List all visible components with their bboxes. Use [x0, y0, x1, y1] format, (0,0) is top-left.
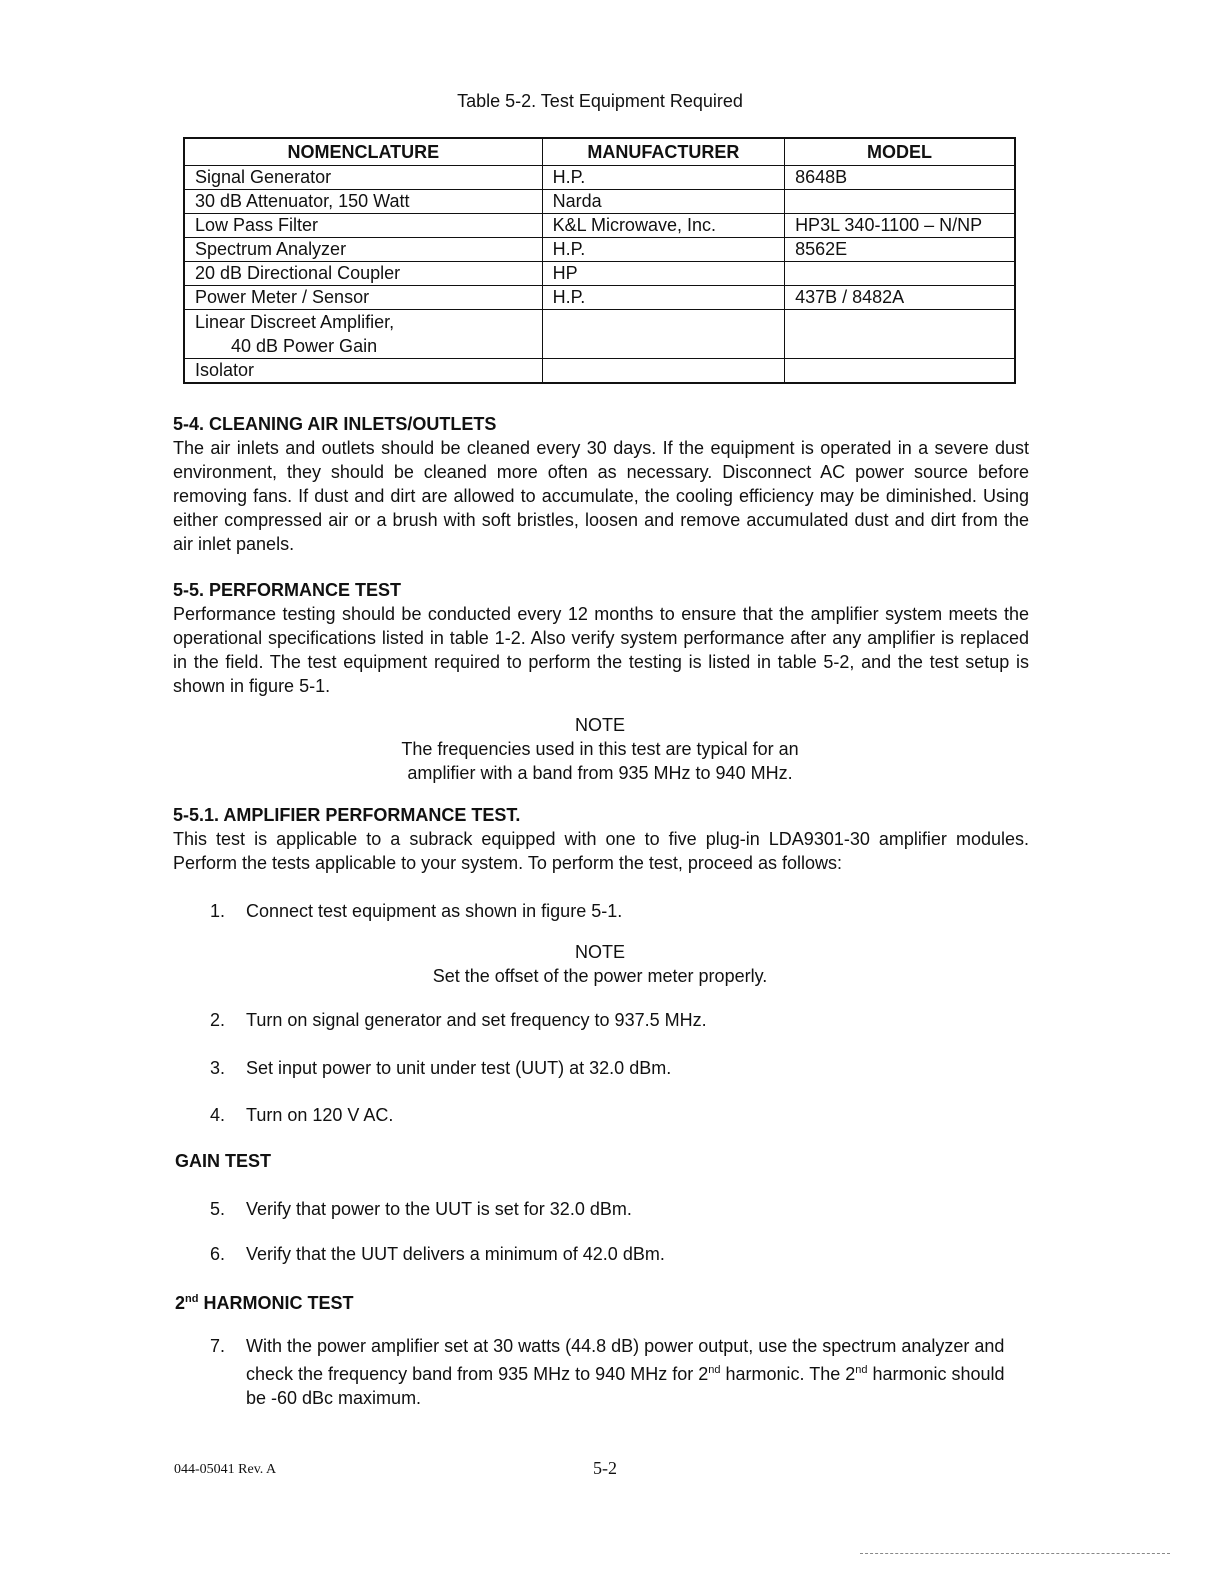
table-cell: Isolator — [184, 359, 542, 384]
step-number: 1. — [210, 901, 226, 921]
step-5 — [210, 1197, 1030, 1221]
step-7 — [210, 1334, 1030, 1410]
note-line: The frequencies used in this test are typical for an — [401, 739, 799, 759]
table-cell — [785, 190, 1015, 214]
table-cell: 437B / 8482A — [785, 286, 1015, 310]
note-label: NOTE — [574, 942, 625, 962]
header-model: MODEL — [785, 138, 1015, 166]
table-cell: 20 dB Directional Coupler — [184, 262, 542, 286]
step-2 — [210, 1008, 1030, 1032]
step-3 — [210, 1056, 1030, 1080]
step-text: Turn on 120 V AC. — [246, 1105, 394, 1125]
step-6 — [210, 1242, 1030, 1266]
table-cell: HP — [542, 262, 784, 286]
table-cell — [184, 310, 542, 359]
scan-artifact-line — [860, 1553, 1170, 1554]
heading-text: HARMONIC TEST — [198, 1293, 354, 1313]
gain-test-heading: GAIN TEST — [175, 1151, 272, 1171]
section-text-5-4: The air inlets and outlets should be cleaned every 30 days. If the equipment is operated in a severe dust environment, they should be cleaned more often as necessary. Disconnect AC power source before removing fans. If dust and dirt are allowed to accumulate, the cooling efficiency may be diminished. Using either compressed air or a brush with soft bristles, loosen and remove accumulated dust and dirt from the air inlet panels. — [173, 438, 1029, 554]
table-cell: Spectrum Analyzer — [184, 238, 542, 262]
step-text: Connect test equipment as shown in figure 5-1. — [246, 901, 623, 921]
step-text: Set input power to unit under test (UUT) at 32.0 dBm. — [246, 1058, 672, 1078]
table-cell: K&L Microwave, Inc. — [542, 214, 784, 238]
table-cell: 8562E — [785, 238, 1015, 262]
step-number: 3. — [210, 1058, 226, 1078]
superscript: nd — [855, 1364, 868, 1376]
note-line: amplifier with a band from 935 MHz to 940 MHz. — [407, 763, 793, 783]
superscript: nd — [708, 1364, 721, 1376]
cell-line: 40 dB Power Gain — [231, 336, 378, 356]
header-nomenclature: NOMENCLATURE — [184, 138, 542, 166]
table-row — [184, 166, 1015, 190]
text-part: harmonic. The 2 — [720, 1364, 856, 1384]
table-cell — [542, 359, 784, 384]
step-number: 5. — [210, 1199, 226, 1219]
table-row — [184, 262, 1015, 286]
step-text: Verify that power to the UUT is set for 32.0 dBm. — [246, 1199, 632, 1219]
section-text-5-5: Performance testing should be conducted every 12 months to ensure that the amplifier system meets the operational specifications listed in table 1-2. Also verify system performance after any amplifier is replaced in the field. The test equipment required to perform the testing is listed in table 5-2, and the test setup is shown in figure 5-1. — [173, 604, 1029, 696]
document-number: 044-05041 Rev. A — [174, 1462, 277, 1477]
step-number: 2. — [210, 1010, 226, 1030]
table-cell: Narda — [542, 190, 784, 214]
table-header-row — [184, 138, 1015, 166]
step-text — [246, 1334, 1026, 1410]
step-4 — [210, 1103, 1030, 1127]
text-part: harmonic should be -60 dBc maximum. — [246, 1364, 1005, 1408]
table-cell: Signal Generator — [184, 166, 542, 190]
step-number: 6. — [210, 1244, 226, 1264]
table-cell — [785, 359, 1015, 384]
table-cell: Low Pass Filter — [184, 214, 542, 238]
step-1 — [210, 899, 1030, 923]
table-cell — [785, 310, 1015, 359]
section-heading-5-4: 5-4. CLEANING AIR INLETS/OUTLETS — [173, 414, 497, 434]
page-number: 5-2 — [593, 1458, 617, 1478]
table-cell: Power Meter / Sensor — [184, 286, 542, 310]
heading-superscript: nd — [185, 1293, 199, 1305]
table-row — [184, 310, 1015, 359]
note-block-2 — [0, 940, 1200, 988]
step-text: Verify that the UUT delivers a minimum of 42.0 dBm. — [246, 1244, 665, 1264]
table-caption: Table 5-2. Test Equipment Required — [457, 91, 743, 111]
table-cell: H.P. — [542, 286, 784, 310]
table-row — [184, 190, 1015, 214]
test-equipment-table — [183, 137, 1016, 384]
table-row — [184, 359, 1015, 384]
heading-number: 2 — [175, 1293, 186, 1313]
table-cell: HP3L 340-1100 – N/NP — [785, 214, 1015, 238]
note-block-1 — [0, 713, 1200, 785]
section-text-5-5-1: This test is applicable to a subrack equipped with one to five plug-in LDA9301-30 amplifier modules. Perform the tests applicable to your system. To perform the test, proceed as follows: — [173, 829, 1029, 873]
table-cell — [785, 262, 1015, 286]
section-heading-5-5: 5-5. PERFORMANCE TEST — [173, 580, 402, 600]
step-text: Turn on signal generator and set frequency to 937.5 MHz. — [246, 1010, 707, 1030]
header-manufacturer: MANUFACTURER — [542, 138, 784, 166]
table-row — [184, 286, 1015, 310]
table-cell: 8648B — [785, 166, 1015, 190]
table-cell: H.P. — [542, 238, 784, 262]
table-row — [184, 214, 1015, 238]
note-label: NOTE — [574, 715, 625, 735]
cell-line: Linear Discreet Amplifier, — [195, 312, 395, 332]
note-line: Set the offset of the power meter properly. — [432, 966, 768, 986]
table-cell: 30 dB Attenuator, 150 Watt — [184, 190, 542, 214]
step-number: 4. — [210, 1105, 226, 1125]
table-cell — [542, 310, 784, 359]
step-number: 7. — [210, 1336, 226, 1356]
harmonic-test-heading — [175, 1293, 353, 1314]
section-heading-5-5-1: 5-5.1. AMPLIFIER PERFORMANCE TEST. — [173, 805, 521, 825]
text-part: With the power amplifier set at 30 watts (44.8 dB) power output, use the spectrum analyzer and check the frequency band from 935 MHz to 940 MHz for 2 — [246, 1336, 1005, 1384]
table-cell: H.P. — [542, 166, 784, 190]
table-row — [184, 238, 1015, 262]
